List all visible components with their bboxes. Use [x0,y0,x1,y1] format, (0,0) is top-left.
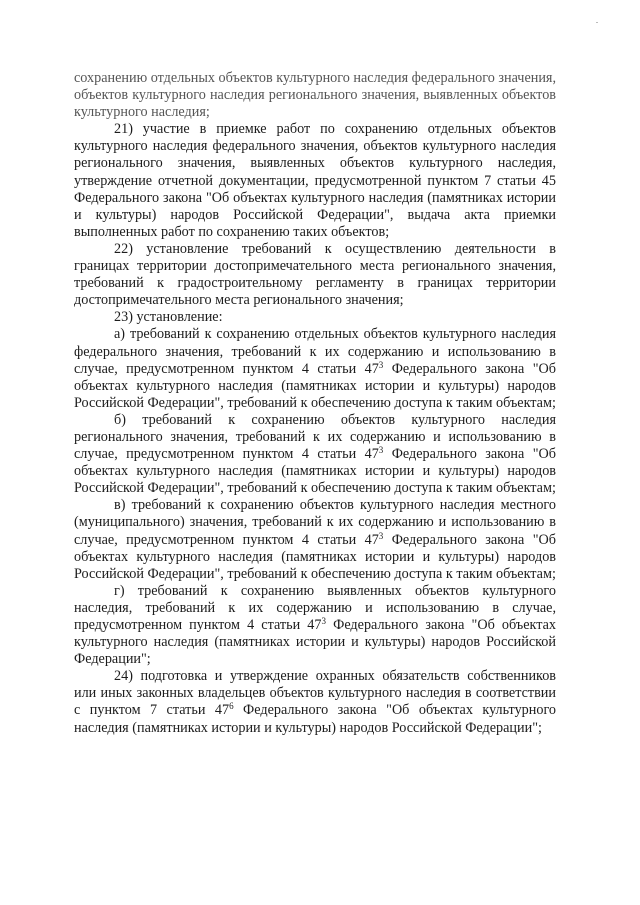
subitem-g-text-start: г) требований к сохранению выявленных объектов культурного наследия, требований к их содержанию и использованию в случае, предусмотренном пунктом 4 статьи 47 [74,582,556,633]
subitem-v-text-start: в) требований к сохранению объектов культурного наследия местного (муниципального) значения, требований к их содержанию и использованию в случае, предусмотренном пунктом 4 статьи 47 [74,497,556,548]
item-24-superscript: 6 [229,701,234,712]
item-21-paragraph: 21) участие в приемке работ по сохранению отдельных объектов культурного наследия федерального значения, объектов культурного наследия регионального значения, выявленных объектов культурного наследия, утверждение отчетной документации, предусмотренной пунктом 7 статьи 45 Федерального закона "Об объектах культурного наследия (памятниках истории и культуры) народов Российской Федерации", выдача акта приемки выполненных работ по сохранению таких объектов; [74,121,556,240]
scan-mark [596,22,598,23]
item-22-paragraph: 22) установление требований к осуществлению деятельности в границах территории достопримечательного места регионального значения, требований к градостроительному регламенту в границах территории достопримечательного места регионального значения; [74,240,556,309]
subitem-a-text-start: а) требований к сохранению отдельных объектов культурного наследия федерального значения, требований к их содержанию и использованию в случае, предусмотренном пунктом 4 статьи 47 [74,326,556,377]
subitem-v-superscript: 3 [378,530,384,541]
subitem-v-paragraph [74,497,556,582]
subitem-b-text-end: Федерального закона "Об объектах культурного наследия (памятниках истории и культуры) народов Российской Федерации", требований к обеспечению доступа к таким объектам; [74,446,556,497]
item-24-text-start: 24) подготовка и утверждение охранных обязательств собственников или иных законных владельцев объектов культурного наследия в соответствии с пунктом 7 статьи 47 [74,668,556,719]
subitem-a-text-end: Федерального закона "Об объектах культурного наследия (памятниках истории и культуры) народов Российской Федерации", требований к обеспечению доступа к таким объектам; [74,360,556,411]
subitem-b-superscript: 3 [378,445,384,456]
item-24-paragraph [74,668,556,736]
subitem-b-paragraph [74,412,556,497]
subitem-a-superscript: 3 [378,359,384,370]
subitem-g-superscript: 3 [321,616,326,626]
subitem-g-paragraph [74,583,556,668]
subitem-v-text-end: Федерального закона "Об объектах культурного наследия (памятниках истории и культуры) народов Российской Федерации", требований к обеспечению доступа к таким объектам; [74,531,556,582]
intro-paragraph: сохранению отдельных объектов культурного наследия федерального значения, объектов культурного наследия регионального значения, выявленных объектов культурного наследия; [74,70,556,121]
subitem-b-text-start: б) требований к сохранению объектов культурного наследия регионального значения, требований к их содержанию и использованию в случае, предусмотренном пунктом 4 статьи 47 [74,411,556,463]
item-24-text-end: Федерального закона "Об объектах культурного наследия (памятниках истории и культуры) народов Российской Федерации"; [74,702,556,736]
subitem-g-text-end: Федерального закона "Об объектах культурного наследия (памятниках истории и культуры) народов Российской Федерации"; [74,617,556,668]
item-23-paragraph: 23) установление: [114,309,223,326]
subitem-a-paragraph [74,326,556,411]
document-body [74,70,556,737]
